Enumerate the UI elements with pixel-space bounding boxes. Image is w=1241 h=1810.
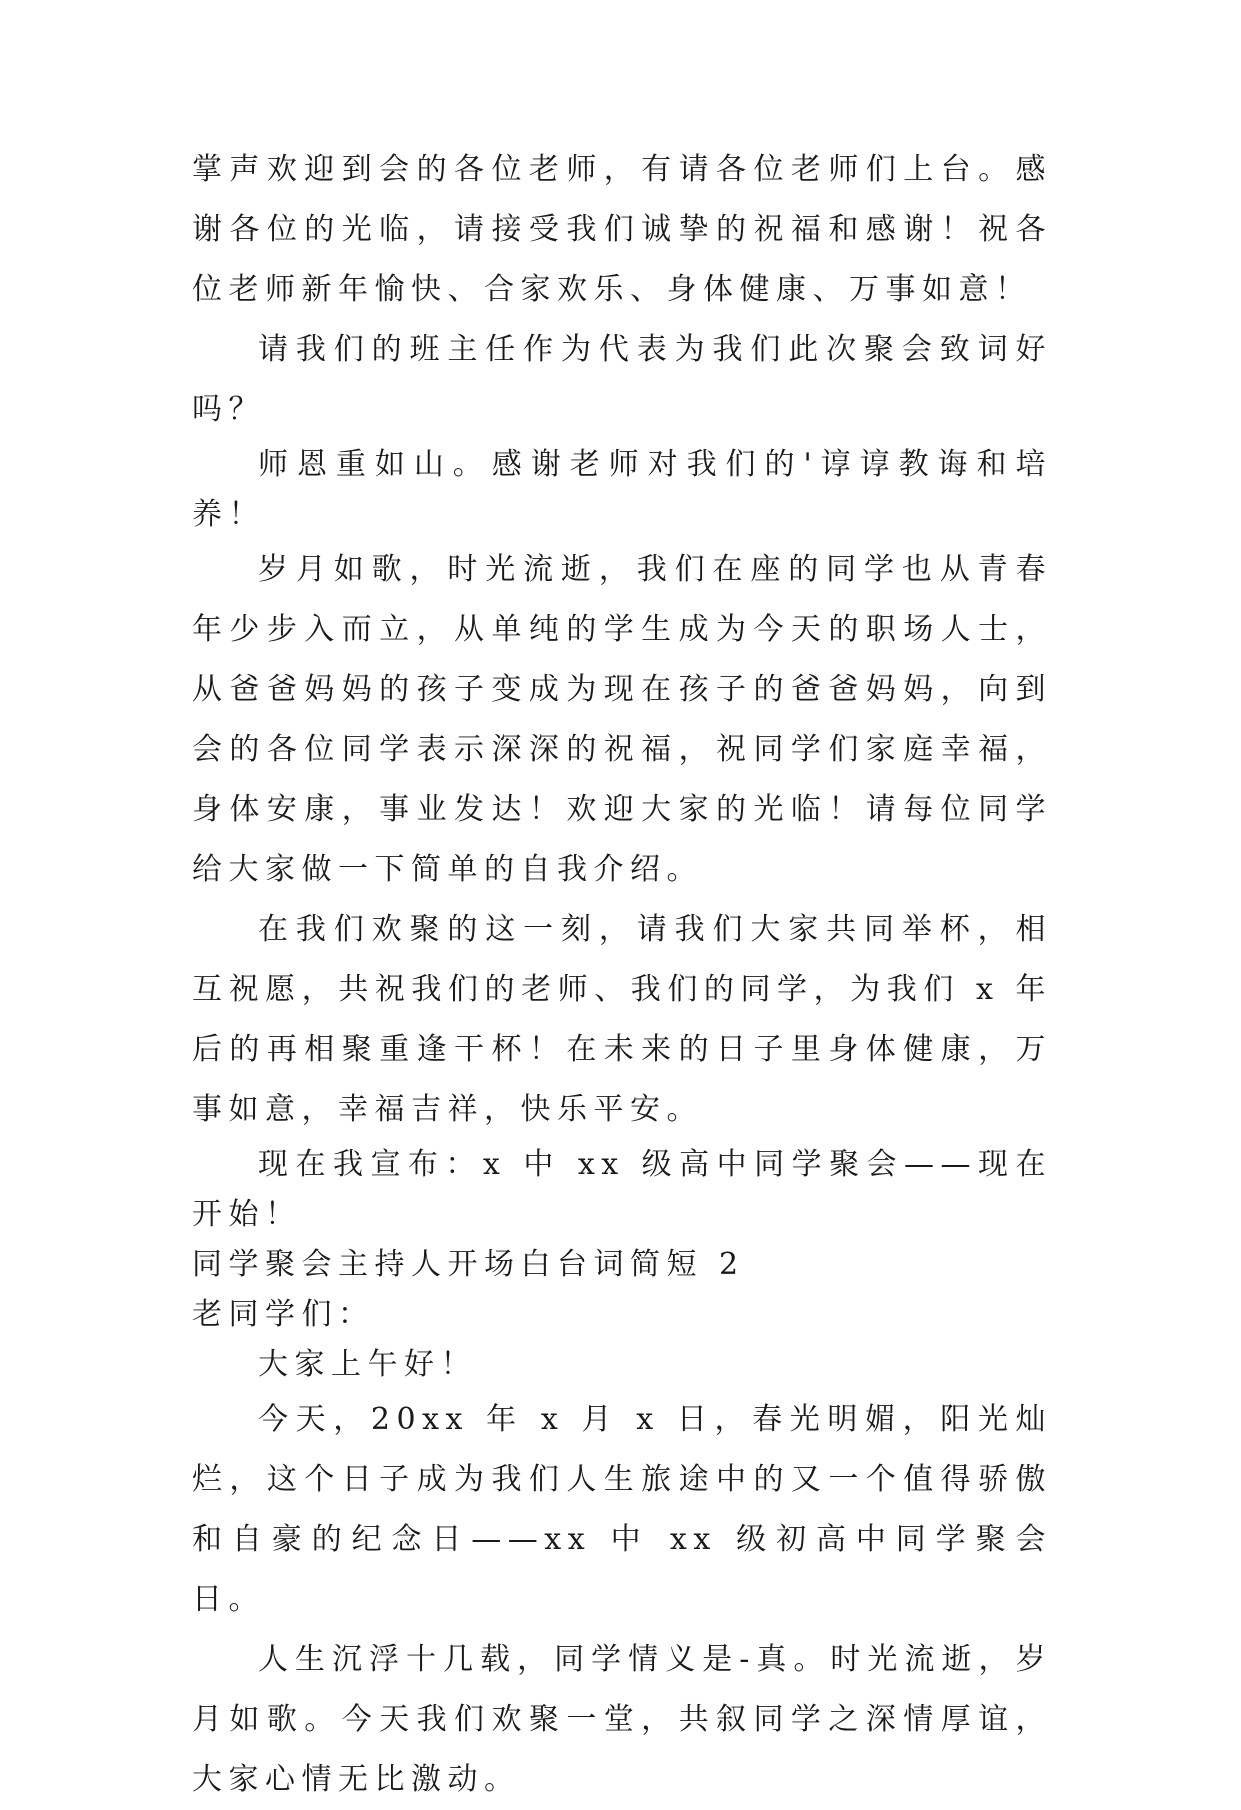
paragraph-reunion: 人生沉浮十几载，同学情义是-真。时光流逝，岁月如歌。今天我们欢聚一堂，共叙同学之深情厚谊，大家心情无比激动。 — [192, 1642, 1052, 1797]
paragraph-toast: 在我们欢聚的这一刻，请我们大家共同举杯，相互祝愿，共祝我们的老师、我们的同学，为我们 x 年后的再相聚重逢干杯！在未来的日子里身体健康，万事如意，幸福吉祥，快乐平安。 — [192, 912, 1052, 1127]
paragraph-gratitude: 师恩重如山。感谢老师对我们的'谆谆教诲和培养！ — [192, 447, 1052, 532]
section-heading: 同学聚会主持人开场白台词简短 2 — [192, 1247, 745, 1282]
paragraph-today: 今天，20xx 年 x 月 x 日，春光明媚，阳光灿烂，这个日子成为我们人生旅途中的又一个值得骄傲和自豪的纪念日——xx 中 xx 级初高中同学聚会日。 — [192, 1402, 1052, 1617]
paragraph-teachers-welcome: 掌声欢迎到会的各位老师，有请各位老师们上台。感谢各位的光临，请接受我们诚挚的祝福和感谢！祝各位老师新年愉快、合家欢乐、身体健康、万事如意！ — [192, 152, 1052, 307]
paragraph-salutation: 老同学们： — [192, 1297, 375, 1332]
paragraph-class-teacher-speech: 请我们的班主任作为代表为我们此次聚会致词好吗？ — [192, 332, 1052, 427]
paragraph-announcement: 现在我宣布：x 中 xx 级高中同学聚会——现在开始！ — [192, 1147, 1052, 1232]
paragraph-greeting: 大家上午好！ — [258, 1347, 477, 1382]
document-body — [192, 140, 1052, 1810]
paragraph-years-passing: 岁月如歌，时光流逝，我们在座的同学也从青春年少步入而立，从单纯的学生成为今天的职场人士，从爸爸妈妈的孩子变成为现在孩子的爸爸妈妈，向到会的各位同学表示深深的祝福，祝同学们家庭幸福，身体安康，事业发达！欢迎大家的光临！请每位同学给大家做一下简单的自我介绍。 — [192, 552, 1052, 887]
